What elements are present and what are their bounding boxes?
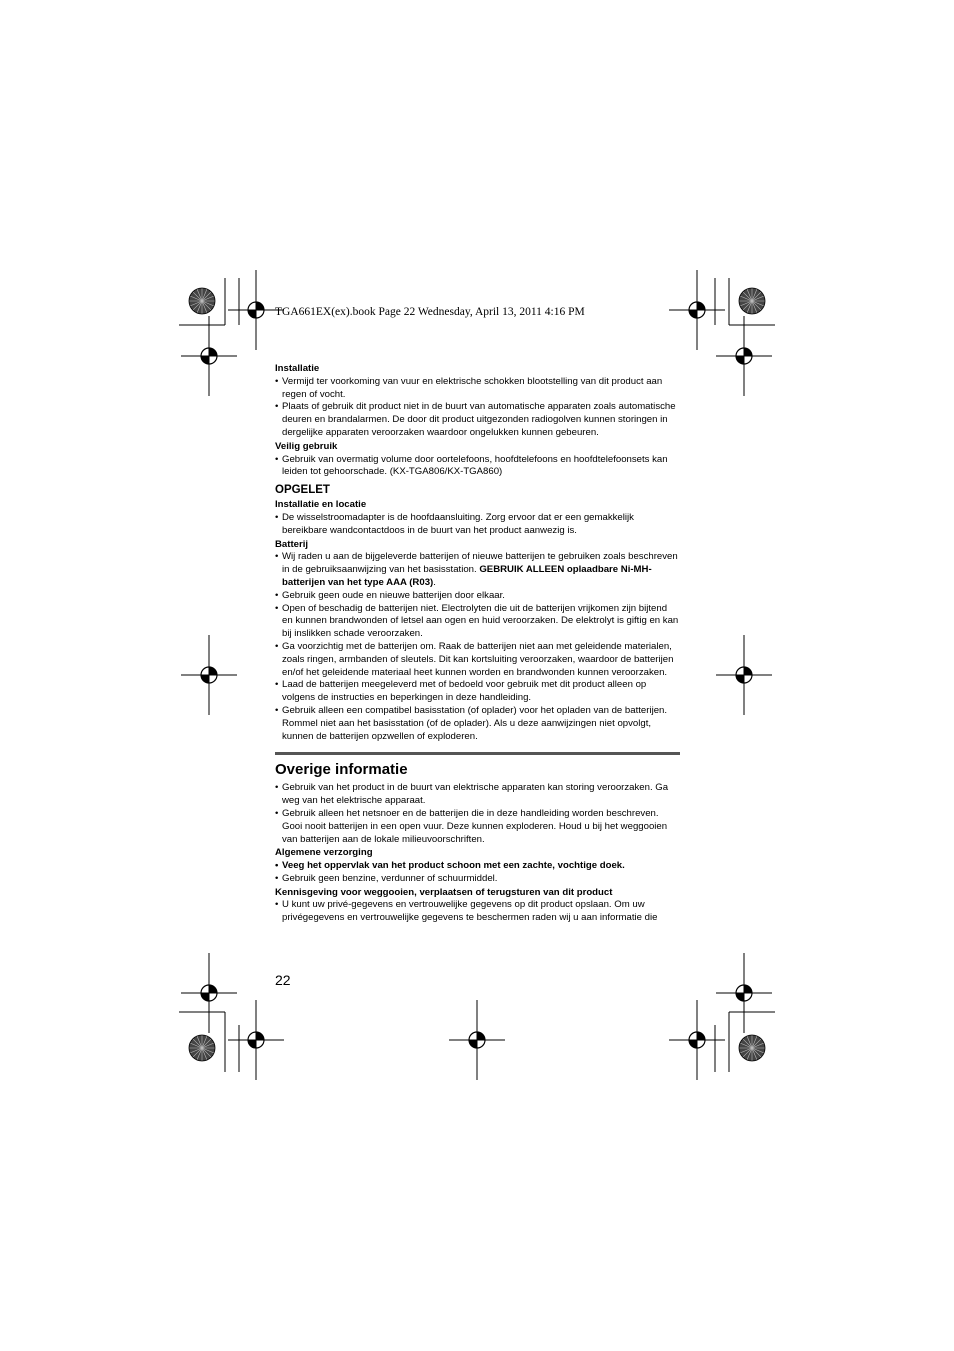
section-divider bbox=[275, 752, 680, 755]
list-item: • Gebruik geen benzine, verdunner of schuurmiddel. bbox=[275, 873, 680, 886]
heading-batterij: Batterij bbox=[275, 538, 309, 550]
list-item: • Gebruik van overmatig volume door oortelefoons, hoofdtelefoons en hoofdtelefoonsets kan leiden tot gehoorschade. (KX-TGA806/KX-TGA860) bbox=[275, 454, 680, 480]
heading-installatie-locatie: Installatie en locatie bbox=[275, 499, 367, 511]
list-item: • Ga voorzichtig met de batterijen om. Raak de batterijen niet aan met geleidende materialen, zoals ringen, armbanden of sleutels. Dit kan kortsluiting veroorzaken, waardoor de batterijen en/of het geleidende materiaal heet kunnen worden en brandwonden kunnen veroorzaken. bbox=[275, 641, 680, 679]
heading-installatie: Installatie bbox=[275, 363, 320, 374]
list-item-text: Wij raden u aan de bijgeleverde batterijen of nieuwe batterijen te gebruiken zoals beschreven in de gebruiksaanwijzing van het basisstation. bbox=[282, 551, 678, 576]
heading-opgelet: OPGELET bbox=[275, 484, 330, 497]
heading-kennisgeving: Kennisgeving voor weggooien, verplaatsen of terugsturen van dit product bbox=[275, 886, 613, 898]
list-item: • Plaats of gebruik dit product niet in de buurt van automatische apparaten zoals automatische deuren en brandalarmen. De door dit product uitgezonden radiogolven kunnen storingen in dergelijke apparaten veroorzaken waardoor ongelukken kunnen gebeuren. bbox=[275, 401, 680, 439]
list-item: • Veeg het oppervlak van het product schoon met een zachte, vochtige doek. bbox=[275, 860, 680, 873]
list-item-end: . bbox=[433, 576, 436, 588]
heading-veilig-gebruik: Veilig gebruik bbox=[275, 440, 338, 452]
list-item bbox=[275, 551, 680, 589]
list-item: • Open of beschadig de batterijen niet. Electrolyten die uit de batterijen vrijkomen zijn bijtend en kunnen brandwonden of letsel aan ogen en huid veroorzaken. De elektrolyt is giftig en kan bij inslikken schade veroorzaken. bbox=[275, 603, 680, 641]
list-item: • Gebruik alleen het netsnoer en de batterijen die in deze handleiding worden beschreven. Gooi nooit batterijen in een open vuur. Deze kunnen exploderen. Houd u bij het weggooien van batterijen aan de lokale milieuvoorschriften. bbox=[275, 808, 680, 846]
list-item: • Gebruik van het product in de buurt van elektrische apparaten kan storing veroorzaken. Ga weg van het elektrische apparaat. bbox=[275, 782, 680, 808]
list-item-bold-text: GEBRUIK ALLEEN oplaadbare Ni-MH-batterijen van het type AAA (R03) bbox=[282, 564, 652, 588]
list-item: • U kunt uw privé-gegevens en vertrouwelijke gegevens op dit product opslaan. Om uw privégegevens en vertrouwelijke gegevens te beschermen raden wij u aan informatie die bbox=[275, 899, 680, 925]
list-item: • De wisselstroomadapter is de hoofdaansluiting. Zorg ervoor dat er een gemakkelijk bereikbare wandcontactdoos in de buurt van het product aanwezig is. bbox=[275, 512, 680, 538]
heading-algemene-verzorging: Algemene verzorging bbox=[275, 847, 373, 859]
list-item: • Vermijd ter voorkoming van vuur en elektrische schokken blootstelling van dit product aan regen of vocht. bbox=[275, 376, 680, 402]
book-header-line: TGA661EX(ex).book Page 22 Wednesday, April 13, 2011 4:16 PM bbox=[275, 306, 585, 318]
list-item: • Gebruik alleen een compatibel basisstation (of oplader) voor het opladen van de batterijen. Rommel niet aan het basisstation (of de oplader). Als u deze aanwijzingen niet opvolgt, kunnen de batterijen opzwellen of exploderen. bbox=[275, 705, 680, 743]
list-item: • Gebruik geen oude en nieuwe batterijen door elkaar. bbox=[275, 590, 680, 603]
section-title-overige-informatie: Overige informatie bbox=[275, 761, 408, 779]
page-content bbox=[275, 362, 680, 925]
page-number: 22 bbox=[275, 972, 291, 988]
list-item: • Laad de batterijen meegeleverd met of bedoeld voor gebruik met dit product alleen op volgens de instructies en beperkingen in deze handleiding. bbox=[275, 679, 680, 705]
